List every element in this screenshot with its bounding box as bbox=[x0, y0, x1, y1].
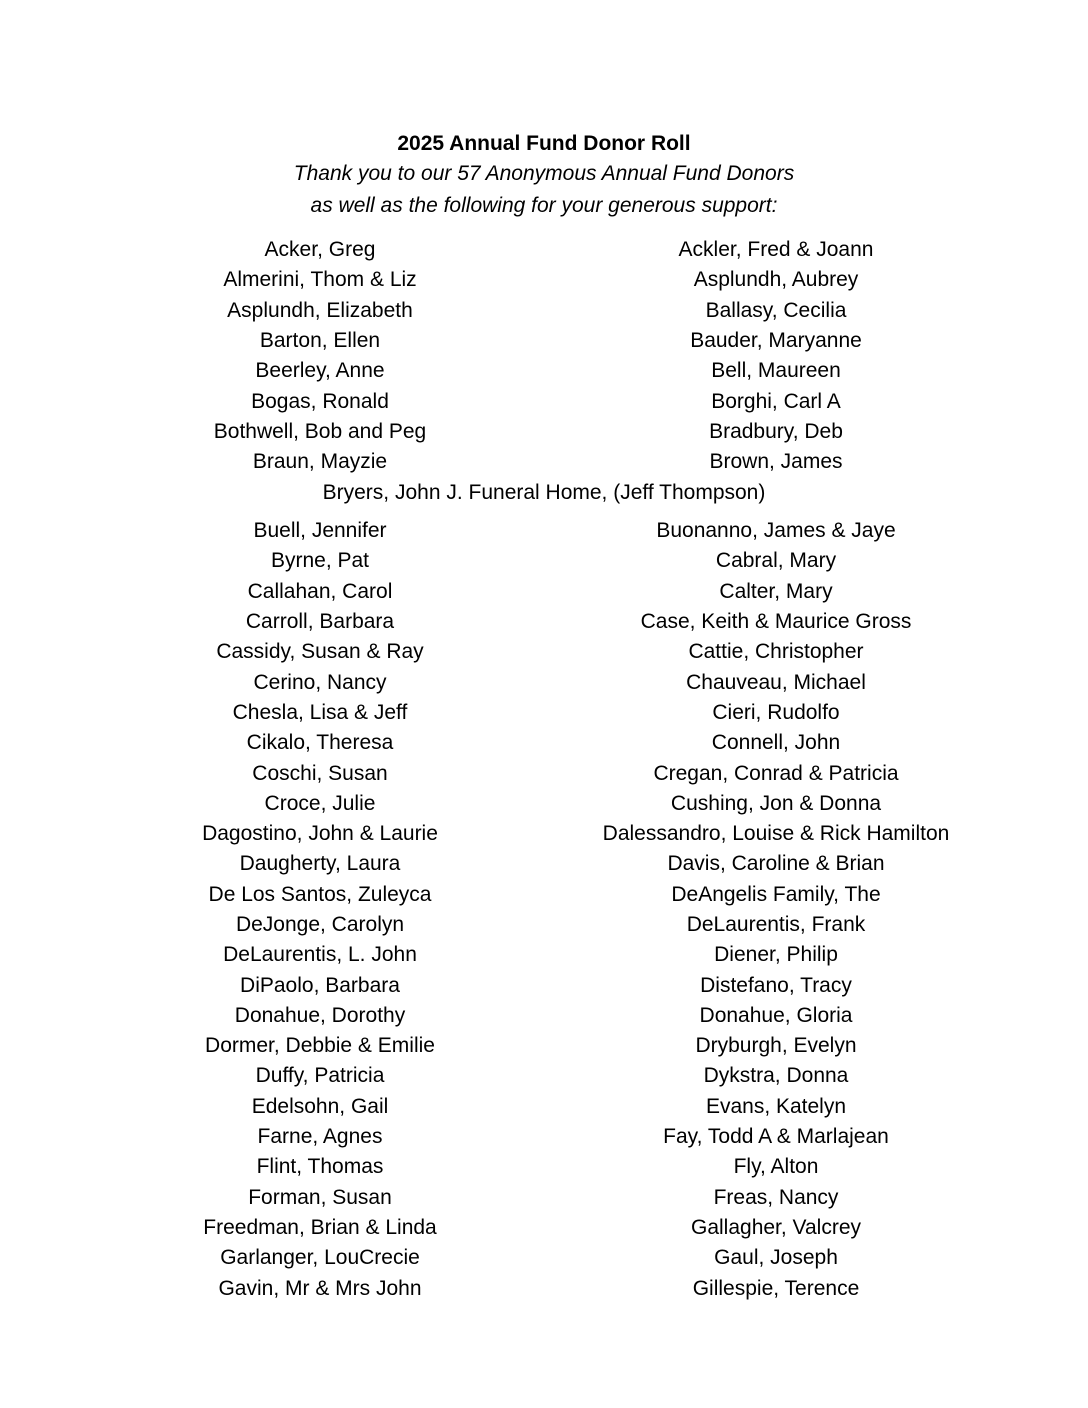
donor-name-right: Gaul, Joseph bbox=[714, 1246, 838, 1270]
donor-name-right: DeAngelis Family, The bbox=[671, 882, 881, 906]
donor-name-left: Braun, Mayzie bbox=[252, 450, 388, 474]
donor-row bbox=[0, 1152, 1088, 1182]
donor-row bbox=[0, 728, 1088, 758]
donor-name-left: Byrne, Pat bbox=[270, 549, 370, 573]
donor-name-right: Cabral, Mary bbox=[715, 549, 837, 573]
donor-row bbox=[0, 1092, 1088, 1122]
donor-name-left: Gavin, Mr & Mrs John bbox=[218, 1276, 422, 1300]
donor-name-right: Cregan, Conrad & Patricia bbox=[653, 761, 899, 785]
donor-name-right: Cushing, Jon & Donna bbox=[670, 791, 882, 815]
donor-name-right: Chauveau, Michael bbox=[686, 670, 866, 694]
donor-name-right: Case, Keith & Maurice Gross bbox=[640, 610, 912, 634]
donor-row bbox=[0, 235, 1088, 265]
donor-name-right: Brown, James bbox=[709, 450, 843, 474]
donor-row bbox=[0, 698, 1088, 728]
donor-row bbox=[0, 1061, 1088, 1091]
donor-name-left: Edelsohn, Gail bbox=[251, 1094, 389, 1118]
donor-name-left: Beerley, Anne bbox=[255, 359, 385, 383]
donor-row bbox=[0, 789, 1088, 819]
donor-row bbox=[0, 1001, 1088, 1031]
donor-name-left: Chesla, Lisa & Jeff bbox=[232, 700, 408, 724]
donor-name-left: Garlanger, LouCrecie bbox=[220, 1246, 420, 1270]
donor-name-left: Almerini, Thom & Liz bbox=[223, 268, 417, 292]
donor-row bbox=[0, 516, 1088, 546]
donor-name-left: Callahan, Carol bbox=[247, 579, 393, 603]
donor-name-right: Ballasy, Cecilia bbox=[705, 298, 847, 322]
donor-name-left: Freedman, Brian & Linda bbox=[203, 1215, 437, 1239]
donor-name-right: Gallagher, Valcrey bbox=[690, 1215, 862, 1239]
donor-full-row: Bryers, John J. Funeral Home, (Jeff Thompson) bbox=[322, 481, 766, 504]
donor-row bbox=[0, 940, 1088, 970]
donor-name-right: Bradbury, Deb bbox=[709, 419, 843, 443]
donor-name-left: Cerino, Nancy bbox=[253, 670, 387, 694]
donor-name-left: De Los Santos, Zuleyca bbox=[208, 882, 432, 906]
donor-row bbox=[0, 819, 1088, 849]
donor-name-left: Barton, Ellen bbox=[259, 329, 381, 353]
donor-name-right: Donahue, Gloria bbox=[699, 1003, 853, 1027]
donor-name-right: Bauder, Maryanne bbox=[690, 329, 862, 353]
donor-name-right: Diener, Philip bbox=[714, 943, 838, 967]
donor-name-left: Asplundh, Elizabeth bbox=[227, 298, 413, 322]
donor-name-right: Calter, Mary bbox=[719, 579, 833, 603]
donor-name-right: Bell, Maureen bbox=[711, 359, 841, 383]
donor-row bbox=[0, 607, 1088, 637]
donor-name-left: Bogas, Ronald bbox=[251, 389, 389, 413]
donor-name-left: Flint, Thomas bbox=[256, 1155, 384, 1179]
donor-name-right: Ackler, Fred & Joann bbox=[678, 238, 874, 262]
donor-name-right: Dykstra, Donna bbox=[703, 1064, 849, 1088]
donor-name-left: Carroll, Barbara bbox=[245, 610, 395, 634]
donor-name-right: Distefano, Tracy bbox=[700, 973, 852, 997]
donor-row bbox=[0, 1122, 1088, 1152]
donor-name-left: Buell, Jennifer bbox=[253, 519, 387, 543]
donor-name-left: Farne, Agnes bbox=[257, 1125, 383, 1149]
donor-name-left: DeJonge, Carolyn bbox=[235, 913, 405, 936]
donor-name-left: DeLaurentis, L. John bbox=[223, 943, 417, 967]
subtitle-line-2: as well as the following for your generous support: bbox=[310, 194, 778, 217]
donor-name-left: Daugherty, Laura bbox=[239, 852, 401, 876]
donor-name-left: Coschi, Susan bbox=[252, 761, 388, 785]
donor-name-right: Cieri, Rudolfo bbox=[712, 700, 840, 724]
donor-row bbox=[0, 1243, 1088, 1273]
donor-list-bottom bbox=[0, 516, 1088, 1304]
subtitle-line-1: Thank you to our 57 Anonymous Annual Fund Donors bbox=[293, 162, 795, 185]
donor-name-right: DeLaurentis, Frank bbox=[686, 913, 866, 936]
donor-name-left: Croce, Julie bbox=[264, 791, 376, 815]
donor-name-right: Davis, Caroline & Brian bbox=[667, 852, 885, 876]
donor-row bbox=[0, 1213, 1088, 1243]
donor-name-left: Forman, Susan bbox=[248, 1185, 392, 1209]
donor-name-right: Cattie, Christopher bbox=[688, 640, 864, 664]
donor-row bbox=[0, 577, 1088, 607]
donor-name-left: Donahue, Dorothy bbox=[234, 1003, 406, 1027]
donor-name-right: Asplundh, Aubrey bbox=[693, 268, 859, 292]
donor-row bbox=[0, 1031, 1088, 1061]
donor-list-top bbox=[0, 235, 1088, 477]
donor-row bbox=[0, 296, 1088, 326]
donor-name-left: Cikalo, Theresa bbox=[246, 731, 394, 755]
donor-name-left: Acker, Greg bbox=[264, 238, 376, 262]
donor-row bbox=[0, 910, 1088, 940]
donor-row bbox=[0, 880, 1088, 910]
donor-row bbox=[0, 637, 1088, 667]
donor-row bbox=[0, 1273, 1088, 1303]
page-title: 2025 Annual Fund Donor Roll bbox=[397, 132, 691, 155]
donor-row bbox=[0, 849, 1088, 879]
donor-name-left: Duffy, Patricia bbox=[255, 1064, 385, 1088]
donor-name-right: Gillespie, Terence bbox=[692, 1276, 860, 1300]
donor-name-right: Freas, Nancy bbox=[713, 1185, 839, 1209]
donor-row bbox=[0, 386, 1088, 416]
donor-name-right: Dryburgh, Evelyn bbox=[695, 1034, 857, 1058]
donor-row bbox=[0, 356, 1088, 386]
donor-row bbox=[0, 1183, 1088, 1213]
donor-name-right: Fay, Todd A & Marlajean bbox=[663, 1125, 889, 1149]
donor-row bbox=[0, 970, 1088, 1000]
donor-name-right: Dalessandro, Louise & Rick Hamilton bbox=[602, 822, 950, 846]
donor-row bbox=[0, 417, 1088, 447]
donor-name-left: Dagostino, John & Laurie bbox=[202, 822, 438, 846]
donor-name-right: Borghi, Carl A bbox=[711, 389, 841, 413]
donor-name-left: Bothwell, Bob and Peg bbox=[213, 419, 427, 443]
donor-row bbox=[0, 447, 1088, 477]
donor-name-right: Fly, Alton bbox=[733, 1155, 819, 1179]
donor-name-left: DiPaolo, Barbara bbox=[240, 973, 400, 997]
donor-name-right: Buonanno, James & Jaye bbox=[656, 519, 896, 543]
donor-name-right: Connell, John bbox=[711, 731, 841, 755]
donor-row bbox=[0, 326, 1088, 356]
donor-name-left: Cassidy, Susan & Ray bbox=[216, 640, 424, 664]
donor-row bbox=[0, 546, 1088, 576]
donor-name-left: Dormer, Debbie & Emilie bbox=[205, 1034, 435, 1058]
donor-row bbox=[0, 265, 1088, 295]
donor-name-right: Evans, Katelyn bbox=[705, 1094, 847, 1118]
donor-row bbox=[0, 758, 1088, 788]
donor-row bbox=[0, 667, 1088, 697]
